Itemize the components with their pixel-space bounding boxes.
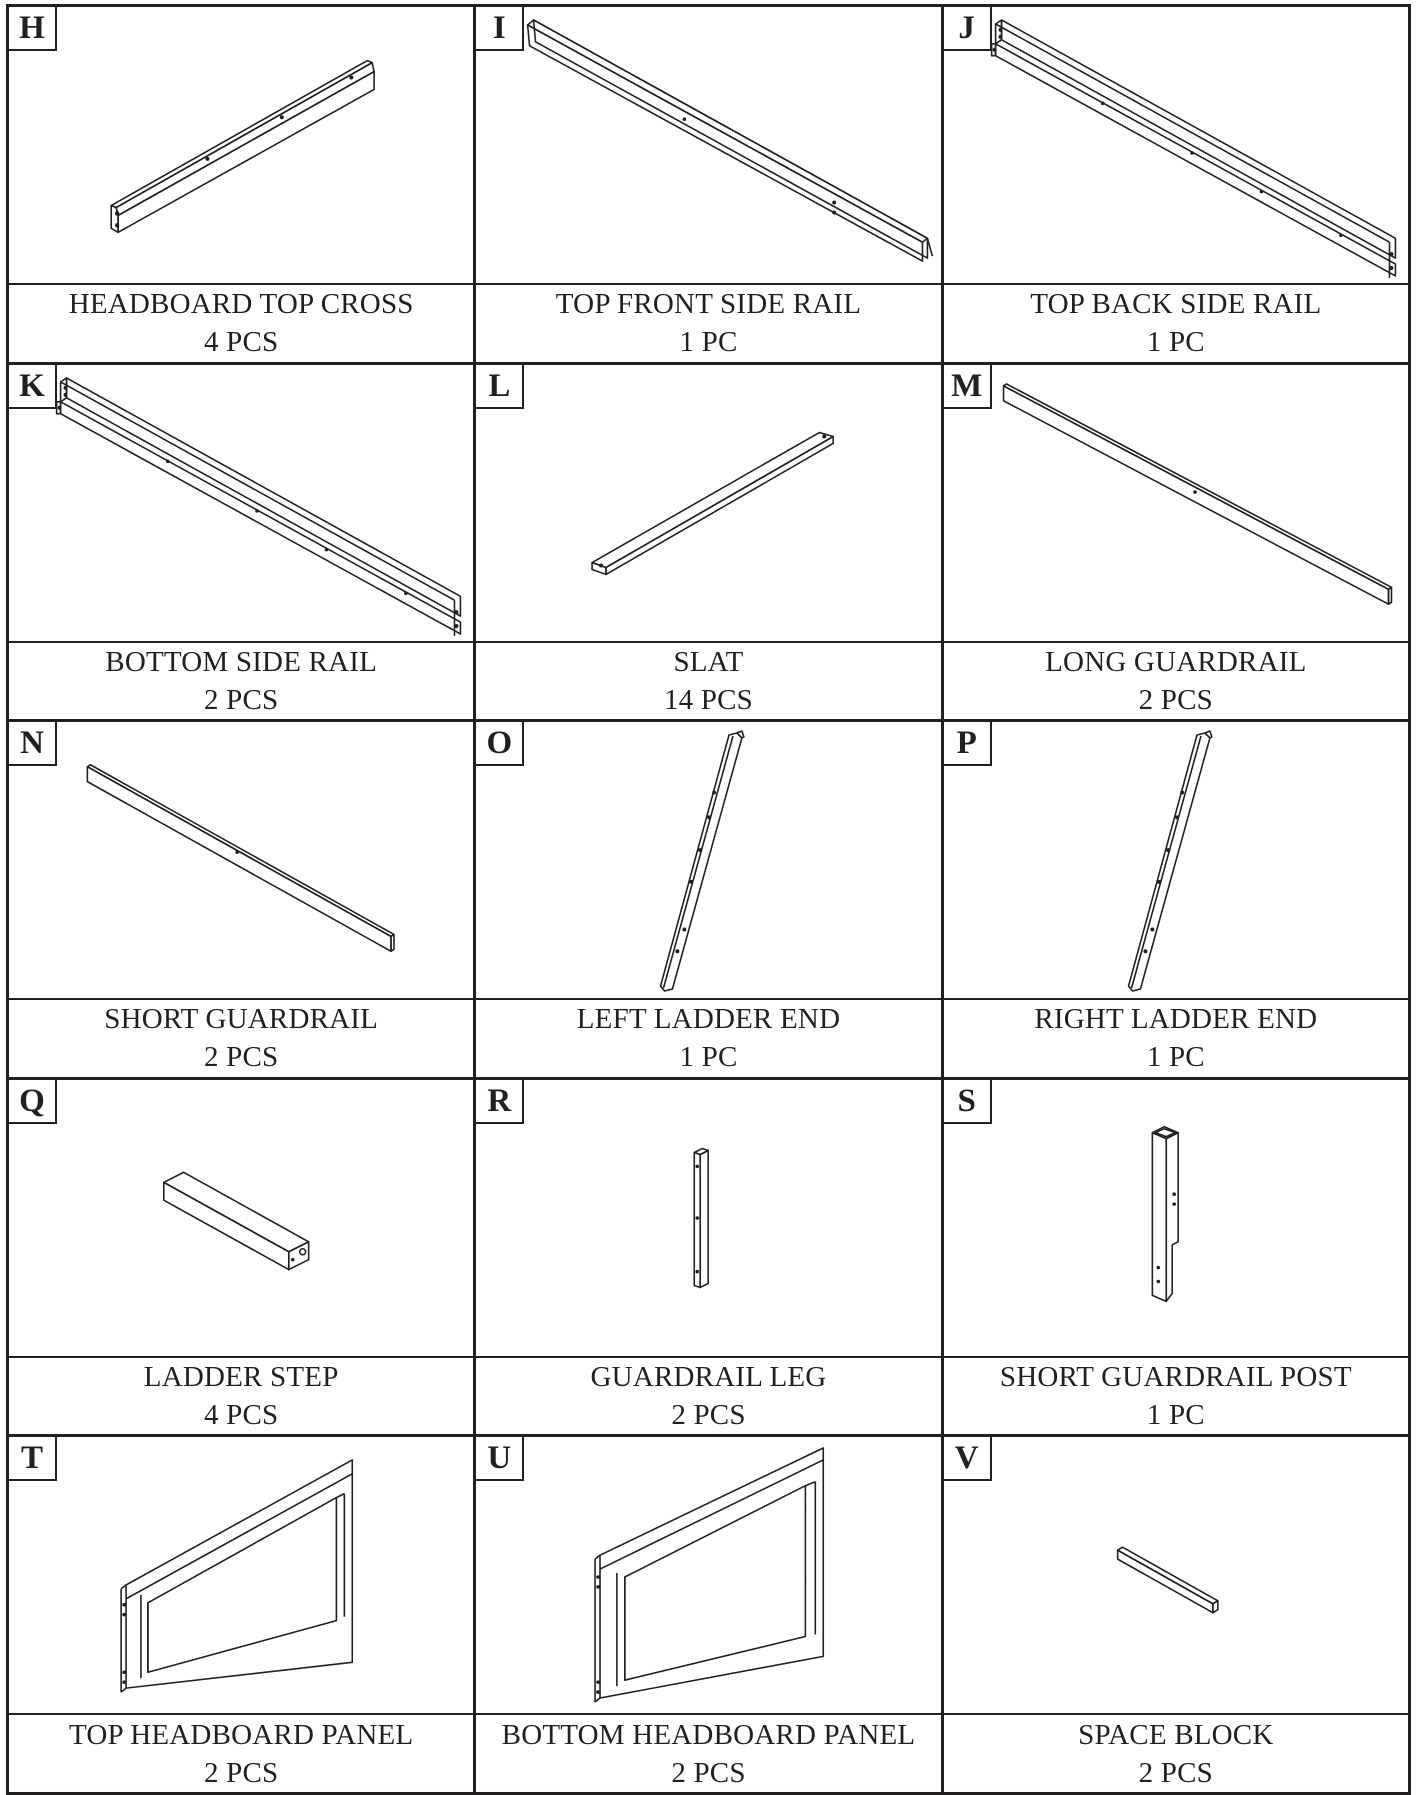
part-caption (9, 643, 473, 720)
part-caption (476, 1715, 940, 1792)
part-caption (944, 1715, 1408, 1792)
part-illustration (476, 722, 940, 1000)
part-letter: M (944, 365, 992, 409)
part-name: GUARDRAIL LEG (590, 1361, 827, 1394)
part-caption (944, 1358, 1408, 1435)
part-quantity: 4 PCS (203, 326, 279, 359)
part-letter: K (9, 365, 57, 409)
part-quantity: 1 PC (1146, 1399, 1205, 1432)
part-letter: U (476, 1437, 524, 1481)
part-caption (9, 1000, 473, 1077)
part-cell-l (476, 365, 943, 723)
double-rail-icon (944, 7, 1408, 283)
part-illustration (9, 722, 473, 1000)
part-cell-k (9, 365, 476, 723)
part-letter: J (944, 7, 992, 51)
part-name: BOTTOM HEADBOARD PANEL (501, 1718, 916, 1751)
part-illustration (944, 365, 1408, 643)
part-cell-t (9, 1437, 476, 1795)
part-caption (476, 285, 940, 362)
part-name: SPACE BLOCK (1078, 1718, 1274, 1751)
part-illustration (476, 1080, 940, 1358)
part-illustration (9, 365, 473, 643)
part-letter: N (9, 722, 57, 766)
part-letter: I (476, 7, 524, 51)
part-letter: R (476, 1080, 524, 1124)
part-quantity: 4 PCS (203, 1399, 279, 1432)
part-caption (476, 1358, 940, 1435)
part-name: SHORT GUARDRAIL POST (999, 1361, 1352, 1394)
part-caption (944, 643, 1408, 720)
panel-icon (476, 1437, 940, 1713)
part-letter: S (944, 1080, 992, 1124)
parts-grid (6, 4, 1411, 1795)
panel-icon (9, 1437, 473, 1713)
part-quantity: 2 PCS (671, 1756, 746, 1789)
part-quantity: 1 PC (679, 1041, 738, 1074)
part-quantity: 1 PC (1146, 326, 1205, 359)
part-letter: H (9, 7, 57, 51)
part-quantity: 1 PC (1146, 1041, 1205, 1074)
part-illustration (944, 7, 1408, 285)
slat-icon (476, 365, 940, 641)
part-cell-n (9, 722, 476, 1080)
part-name: BOTTOM SIDE RAIL (105, 645, 378, 678)
part-cell-o (476, 722, 943, 1080)
part-cell-j (944, 7, 1411, 365)
part-caption (476, 643, 940, 720)
long-rail-icon (476, 7, 940, 283)
part-letter: P (944, 722, 992, 766)
long-rail-icon (944, 365, 1408, 641)
part-illustration (476, 7, 940, 285)
part-illustration (944, 1080, 1408, 1358)
part-quantity: 2 PCS (671, 1399, 746, 1432)
part-letter: Q (9, 1080, 57, 1124)
part-cell-m (944, 365, 1411, 723)
part-name: TOP HEADBOARD PANEL (69, 1718, 414, 1751)
part-quantity: 2 PCS (203, 683, 279, 716)
part-illustration (476, 365, 940, 643)
part-illustration (9, 1437, 473, 1715)
block-icon (9, 1080, 473, 1356)
part-quantity: 2 PCS (203, 1041, 279, 1074)
part-illustration (476, 1437, 940, 1715)
part-illustration (944, 1437, 1408, 1715)
small-block-icon (944, 1437, 1408, 1713)
part-cell-s (944, 1080, 1411, 1438)
part-caption (9, 1715, 473, 1792)
part-letter: O (476, 722, 524, 766)
part-cell-h (9, 7, 476, 365)
part-cell-r (476, 1080, 943, 1438)
part-caption (9, 285, 473, 362)
part-illustration (944, 722, 1408, 1000)
part-caption (9, 1358, 473, 1435)
part-letter: L (476, 365, 524, 409)
part-name: RIGHT LADDER END (1034, 1003, 1318, 1036)
post-icon (944, 1080, 1408, 1356)
part-caption (944, 285, 1408, 362)
post-icon (476, 1080, 940, 1356)
part-letter: T (9, 1437, 57, 1481)
rail-icon (9, 722, 473, 998)
part-illustration (9, 7, 473, 285)
part-name: TOP BACK SIDE RAIL (1030, 288, 1322, 321)
part-caption (944, 1000, 1408, 1077)
part-name: SHORT GUARDRAIL (104, 1003, 379, 1036)
part-letter: V (944, 1437, 992, 1481)
part-name: LONG GUARDRAIL (1045, 645, 1307, 678)
part-cell-q (9, 1080, 476, 1438)
part-name: SLAT (673, 645, 744, 678)
part-quantity: 2 PCS (1138, 683, 1213, 716)
part-name: LEFT LADDER END (576, 1003, 841, 1036)
short-rail-icon (9, 7, 473, 283)
part-quantity: 2 PCS (203, 1756, 279, 1789)
part-cell-i (476, 7, 943, 365)
part-cell-u (476, 1437, 943, 1795)
part-name: LADDER STEP (143, 1361, 339, 1394)
part-cell-v (944, 1437, 1411, 1795)
part-quantity: 14 PCS (663, 683, 754, 716)
part-quantity: 1 PC (679, 326, 738, 359)
part-caption (476, 1000, 940, 1077)
part-illustration (9, 1080, 473, 1358)
part-name: HEADBOARD TOP CROSS (68, 288, 414, 321)
ladder-end-icon (944, 722, 1408, 998)
part-name: TOP FRONT SIDE RAIL (555, 288, 862, 321)
ladder-end-icon (476, 722, 940, 998)
part-quantity: 2 PCS (1138, 1756, 1213, 1789)
part-cell-p (944, 722, 1411, 1080)
double-rail-icon (9, 365, 473, 641)
